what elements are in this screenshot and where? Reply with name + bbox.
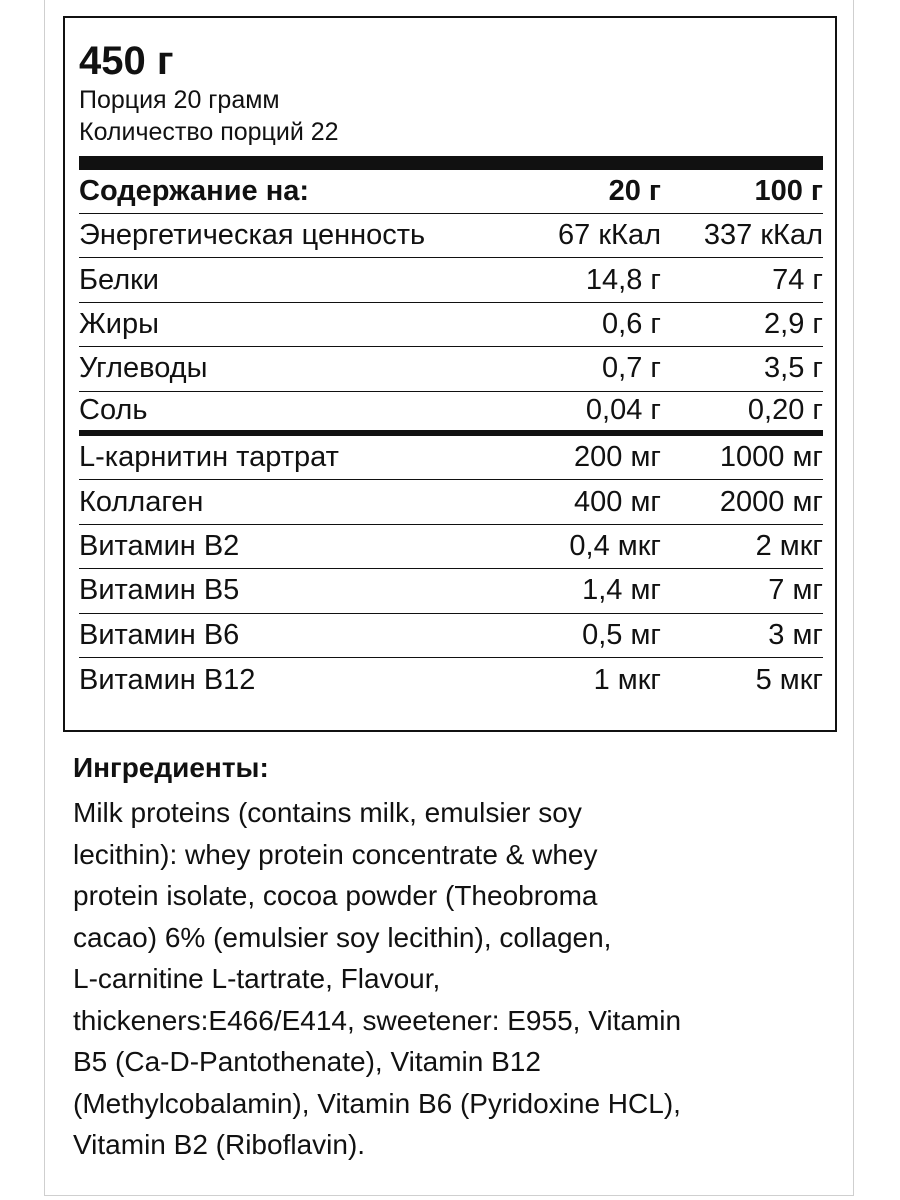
table-row — [79, 525, 823, 569]
ingredients-line: protein isolate, cocoa powder (Theobroma — [73, 880, 598, 911]
nutrient-name: Коллаген — [79, 485, 204, 518]
table-row — [79, 480, 823, 524]
value-per-serving: 14,8 г — [585, 263, 661, 296]
value-per-100g: 2,9 г — [764, 307, 823, 340]
value-per-serving: 1,4 мг — [582, 574, 661, 607]
nutrient-name: Жиры — [79, 307, 159, 340]
value-per-serving: 0,7 г — [602, 352, 661, 385]
table-row — [79, 436, 823, 480]
table-row — [79, 214, 823, 258]
table-row — [79, 303, 823, 347]
value-per-serving: 1 мкг — [593, 663, 661, 696]
value-per-100g: 7 мг — [768, 574, 823, 607]
ingredients-line: thickeners:E466/E414, sweetener: E955, Vitamin — [73, 1004, 682, 1036]
header-label: Содержание на: — [79, 175, 310, 207]
ingredients-line: B5 (Ca-D-Pantothenate), Vitamin B12 — [73, 1046, 541, 1077]
value-per-serving: 67 кКал — [558, 219, 661, 252]
nutrient-name: Соль — [79, 394, 148, 427]
value-per-100g: 3,5 г — [764, 352, 823, 385]
ingredients-line: cacao) 6% (emulsier soy lecithin), collagen, — [73, 921, 612, 953]
nutrient-name: Белки — [79, 263, 160, 296]
header-col-per-100g: 100 г — [754, 175, 823, 207]
nutrient-name: Витамин В5 — [79, 574, 240, 607]
ingredients-line: lecithin): whey protein concentrate & whey — [73, 838, 598, 870]
nutrient-name: Витамин В12 — [79, 663, 256, 696]
ingredients-line: Vitamin B2 (Riboflavin). — [73, 1129, 366, 1160]
ingredients-line: L-carnitine L-tartrate, Flavour, — [73, 963, 441, 994]
table-row — [79, 258, 823, 302]
value-per-serving: 200 мг — [574, 441, 661, 474]
value-per-100g: 2 мкг — [755, 529, 823, 562]
table-header-row — [79, 170, 823, 214]
header-col-per-serving: 20 г — [608, 175, 661, 207]
nutrient-name: Витамин В6 — [79, 618, 240, 651]
value-per-100g: 1000 мг — [719, 441, 823, 474]
value-per-serving: 400 мг — [574, 485, 661, 518]
value-per-100g: 0,20 г — [747, 394, 823, 427]
value-per-100g: 74 г — [772, 263, 823, 296]
ingredients-line: (Methylcobalamin), Vitamin B6 (Pyridoxine HCL), — [73, 1087, 681, 1119]
table-row — [79, 392, 823, 436]
table-row — [79, 614, 823, 658]
table-row — [79, 658, 823, 702]
nutrient-name: Энергетическая ценность — [79, 219, 426, 252]
ingredients-line: Milk proteins (contains milk, emulsier soy — [73, 797, 582, 828]
serving-size: Порция 20 грамм — [79, 86, 280, 114]
value-per-100g: 5 мкг — [755, 663, 823, 696]
table-row — [79, 569, 823, 613]
nutrient-name: L-карнитин тартрат — [79, 441, 339, 474]
value-per-serving: 0,6 г — [602, 307, 661, 340]
ingredients-title: Ингредиенты: — [73, 752, 269, 783]
value-per-serving: 0,04 г — [585, 394, 661, 427]
value-per-100g: 3 мг — [768, 618, 823, 651]
table-row — [79, 347, 823, 391]
nutrition-facts-box — [63, 16, 837, 732]
thick-divider — [79, 156, 823, 170]
value-per-serving: 0,4 мкг — [569, 529, 661, 562]
nutrient-name: Углеводы — [79, 352, 208, 385]
servings-count: Количество порций 22 — [79, 118, 339, 146]
value-per-serving: 0,5 мг — [582, 618, 661, 651]
value-per-100g: 337 кКал — [703, 219, 823, 252]
nutrient-name: Витамин В2 — [79, 529, 240, 562]
value-per-100g: 2000 мг — [719, 485, 823, 518]
ingredients-section — [73, 748, 843, 1166]
package-weight: 450 г — [79, 39, 174, 83]
